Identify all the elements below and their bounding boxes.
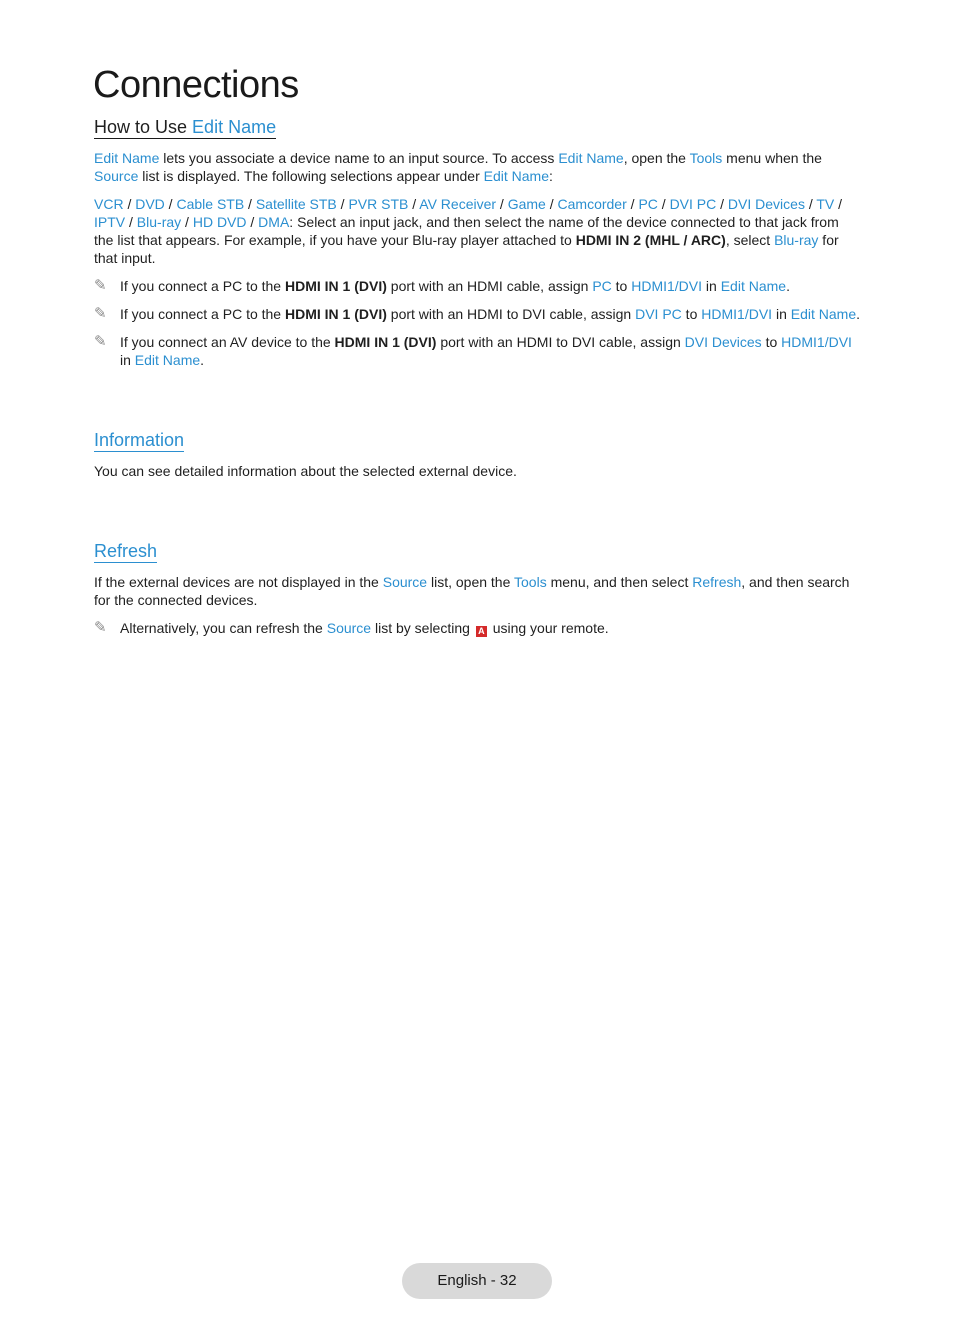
menu-term: PC <box>638 196 658 212</box>
heading-refresh: Refresh <box>94 541 158 561</box>
text-run: / <box>123 196 136 212</box>
edit-name-intro <box>94 149 862 185</box>
text-run: / <box>164 196 177 212</box>
menu-term: HDMI1/DVI <box>781 334 852 350</box>
text-run: to <box>611 278 632 294</box>
text-run: list is displayed. The following selections appear under <box>138 168 484 184</box>
text-run: , and then search for the connected devices. <box>94 574 850 608</box>
heading-edit-name-prefix: How to Use <box>94 117 193 137</box>
menu-term: Camcorder <box>557 196 627 212</box>
heading-edit-name <box>94 116 276 139</box>
page-number-badge: English - 32 <box>402 1263 552 1299</box>
menu-term: Cable STB <box>176 196 245 212</box>
note-text <box>120 619 862 637</box>
menu-term: Source <box>382 574 428 590</box>
menu-term: DVI PC <box>669 196 717 212</box>
menu-term: TV <box>816 196 835 212</box>
text-run: to <box>681 306 702 322</box>
text-run: in <box>772 306 791 322</box>
menu-term: AV Receiver <box>419 196 497 212</box>
menu-term: Tools <box>689 150 723 166</box>
text-run: port with an HDMI to DVI cable, assign <box>436 334 685 350</box>
menu-term: Edit Name <box>134 352 201 368</box>
red-a-button-icon: A <box>476 626 487 637</box>
refresh-body <box>94 573 862 609</box>
note-text-part: Alternatively, you can refresh the <box>120 620 327 636</box>
heading-edit-name-link: Edit Name <box>192 117 277 137</box>
text-run: / <box>181 214 193 230</box>
text-run: / <box>125 214 137 230</box>
port-name: HDMI IN 1 (DVI) <box>334 334 437 350</box>
text-run: : <box>549 168 553 184</box>
note-text <box>120 333 862 369</box>
menu-term: DVI PC <box>635 306 682 322</box>
port-name: HDMI IN 1 (DVI) <box>285 278 387 294</box>
menu-term: Edit Name <box>483 168 549 184</box>
note-text-part: using your remote. <box>488 620 609 636</box>
edit-name-options <box>94 195 862 267</box>
text-run: / <box>657 196 670 212</box>
menu-term: DVI Devices <box>727 196 805 212</box>
text-run: . <box>200 352 205 368</box>
menu-term: Tools <box>514 574 547 590</box>
text-run: for that input. <box>94 232 839 266</box>
text-run: to <box>761 334 782 350</box>
menu-term: HDMI1/DVI <box>701 306 773 322</box>
text-run: menu, and then select <box>546 574 693 590</box>
text-run: If you connect an AV device to the <box>120 334 335 350</box>
menu-term: Edit Name <box>790 306 857 322</box>
text-run: / <box>626 196 639 212</box>
pencil-note-icon: ✎ <box>94 277 107 294</box>
text-run: , open the <box>623 150 690 166</box>
menu-term: Source <box>94 168 139 184</box>
heading-information: Information <box>94 430 185 450</box>
text-run: / <box>716 196 728 212</box>
text-run: / <box>336 196 349 212</box>
menu-term: Satellite STB <box>255 196 337 212</box>
note-refresh <box>94 619 862 637</box>
menu-term: Edit Name <box>94 150 160 166</box>
information-body: You can see detailed information about the selected external device. <box>94 463 517 479</box>
note-pc-dvi <box>94 305 862 323</box>
text-run: If you connect a PC to the <box>120 306 285 322</box>
page-content <box>94 116 862 637</box>
menu-term: HD DVD <box>192 214 247 230</box>
text-run: / <box>246 214 259 230</box>
menu-term: IPTV <box>94 214 126 230</box>
note-text <box>120 277 862 295</box>
text-run: If you connect a PC to the <box>120 278 285 294</box>
menu-term: DMA <box>258 214 290 230</box>
menu-term: DVI Devices <box>684 334 762 350</box>
menu-term: DVD <box>135 196 165 212</box>
text-run: . <box>856 306 860 322</box>
text-run: / <box>408 196 420 212</box>
menu-term: Blu-ray <box>774 232 819 248</box>
text-run: , select <box>725 232 775 248</box>
menu-term: Edit Name <box>720 278 787 294</box>
text-run: / <box>545 196 558 212</box>
note-text <box>120 305 862 323</box>
note-source-link: Source <box>326 620 372 636</box>
text-run: . <box>786 278 790 294</box>
page-title: Connections <box>93 64 299 106</box>
text-run: / <box>804 196 817 212</box>
text-run: : Select an input jack, and then select the name of the device connected to that jack from the list that appears. For example, if you have your Blu-ray player attached to <box>94 214 839 248</box>
text-run: / <box>496 196 508 212</box>
menu-term: Game <box>507 196 546 212</box>
pencil-note-icon: ✎ <box>94 333 107 350</box>
text-run: If the external devices are not displayed in the <box>94 574 383 590</box>
text-run: lets you associate a device name to an input source. To access <box>159 150 559 166</box>
menu-term: HDMI1/DVI <box>631 278 703 294</box>
text-run: list, open the <box>427 574 515 590</box>
note-text-part: list by selecting <box>371 620 474 636</box>
port-name: HDMI IN 1 (DVI) <box>285 306 387 322</box>
menu-term: Edit Name <box>558 150 624 166</box>
text-run: in <box>120 352 135 368</box>
text-run: menu when the <box>722 150 822 166</box>
port-name: HDMI IN 2 (MHL / ARC) <box>575 232 726 248</box>
text-run: / <box>834 196 843 212</box>
text-run: in <box>702 278 721 294</box>
pencil-note-icon: ✎ <box>94 619 107 636</box>
text-run: port with an HDMI cable, assign <box>386 278 593 294</box>
menu-term: Refresh <box>692 574 742 590</box>
text-run: port with an HDMI to DVI cable, assign <box>386 306 636 322</box>
menu-term: VCR <box>94 196 124 212</box>
text-run: / <box>244 196 256 212</box>
pencil-note-icon: ✎ <box>94 305 107 322</box>
menu-term: PVR STB <box>348 196 409 212</box>
menu-term: Blu-ray <box>136 214 182 230</box>
note-pc-hdmi <box>94 277 862 295</box>
note-av-dvi <box>94 333 862 369</box>
menu-term: PC <box>592 278 612 294</box>
